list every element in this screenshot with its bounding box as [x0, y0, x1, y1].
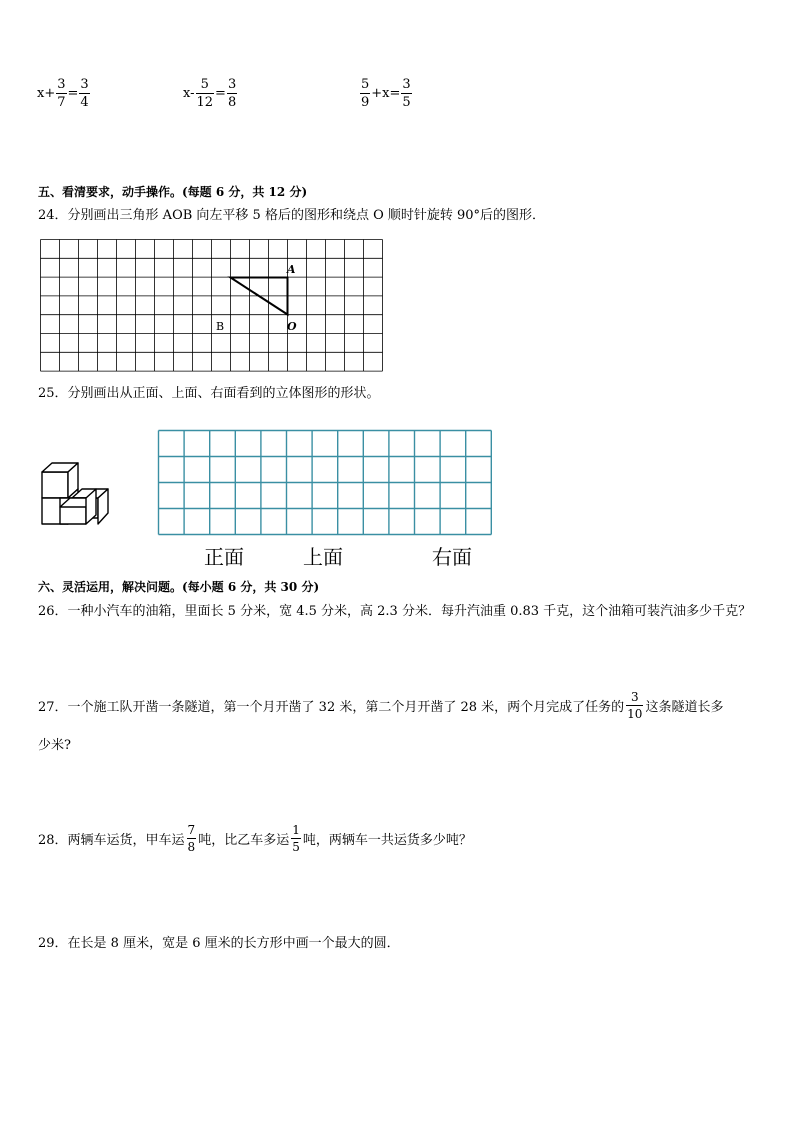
fraction — [56, 78, 66, 109]
numerator: 3 — [57, 77, 66, 92]
question-28-text-end: 吨，两辆车一共运货多少吨？ — [302, 832, 472, 848]
equation-term: x- — [183, 86, 195, 101]
fraction — [291, 824, 301, 853]
question-28-text: 28．两辆车运货，甲车运 — [38, 832, 185, 848]
point-b-label: B — [216, 320, 225, 333]
fraction — [401, 78, 411, 109]
equation-term: +x= — [371, 86, 401, 101]
question-25: 25．分别画出从正面、上面、右面看到的立体图形的形状。 — [38, 386, 380, 401]
denominator: 8 — [187, 840, 196, 854]
numerator: 3 — [402, 77, 411, 92]
fraction — [227, 78, 237, 109]
fraction — [79, 78, 89, 109]
equation-3 — [359, 78, 413, 109]
question-28 — [38, 823, 472, 855]
numerator: 5 — [361, 77, 370, 92]
question-27 — [38, 690, 724, 722]
numerator: 1 — [292, 823, 300, 837]
front-view-label: 正面 — [204, 545, 244, 569]
section-5-title: 五、看清要求，动手操作。(每题 6 分，共 12 分) — [38, 185, 308, 199]
question-27-text-cont: 这条隧道长多 — [645, 699, 724, 715]
equals-sign: = — [215, 86, 226, 101]
fraction — [196, 78, 215, 109]
denominator: 9 — [361, 95, 370, 110]
fraction — [360, 78, 370, 109]
denominator: 7 — [57, 95, 66, 110]
point-a-label: A — [287, 263, 296, 276]
question-24: 24．分别画出三角形 AOB 向左平移 5 格后的图形和绕点 O 顺时针旋转 90°后的图形． — [38, 208, 546, 223]
fraction — [626, 691, 643, 720]
denominator: 12 — [196, 95, 214, 110]
numerator: 5 — [196, 78, 215, 94]
cube-stack-figure — [40, 458, 112, 528]
q25-grid[interactable] — [157, 429, 495, 537]
right-view-label: 右面 — [432, 545, 472, 569]
question-26: 26．一种小汽车的油箱，里面长 5 分米，宽 4.5 分米，高 2.3 分米．每升汽油重 0.83 千克，这个油箱可装汽油多少千克？ — [38, 604, 752, 619]
denominator: 5 — [292, 840, 300, 854]
equation-2 — [183, 78, 238, 109]
top-view-label: 上面 — [303, 545, 343, 569]
section-6-title: 六、灵活运用，解决问题。(每小题 6 分，共 30 分) — [38, 580, 320, 594]
point-o-label: O — [287, 320, 297, 333]
question-29: 29．在长是 8 厘米，宽是 6 厘米的长方形中画一个最大的圆． — [38, 936, 400, 951]
question-28-text-cont: 吨，比乙车多运 — [198, 832, 290, 848]
question-27-line2: 少米? — [38, 738, 71, 753]
equals-sign: = — [67, 86, 79, 101]
denominator: 10 — [627, 707, 643, 721]
numerator: 3 — [80, 77, 89, 92]
denominator: 5 — [402, 95, 411, 110]
equation-1 — [37, 78, 91, 109]
question-27-text: 27．一个施工队开凿一条隧道，第一个月开凿了 32 米，第二个月开凿了 28 米，两个月完成了任务的 — [38, 699, 625, 715]
equation-term: x+ — [37, 86, 56, 101]
numerator: 7 — [187, 823, 196, 837]
denominator: 4 — [80, 95, 89, 110]
denominator: 8 — [227, 95, 237, 110]
numerator: 3 — [626, 691, 643, 706]
q24-grid[interactable] — [38, 236, 384, 374]
numerator: 3 — [227, 77, 237, 92]
fraction — [187, 824, 197, 853]
